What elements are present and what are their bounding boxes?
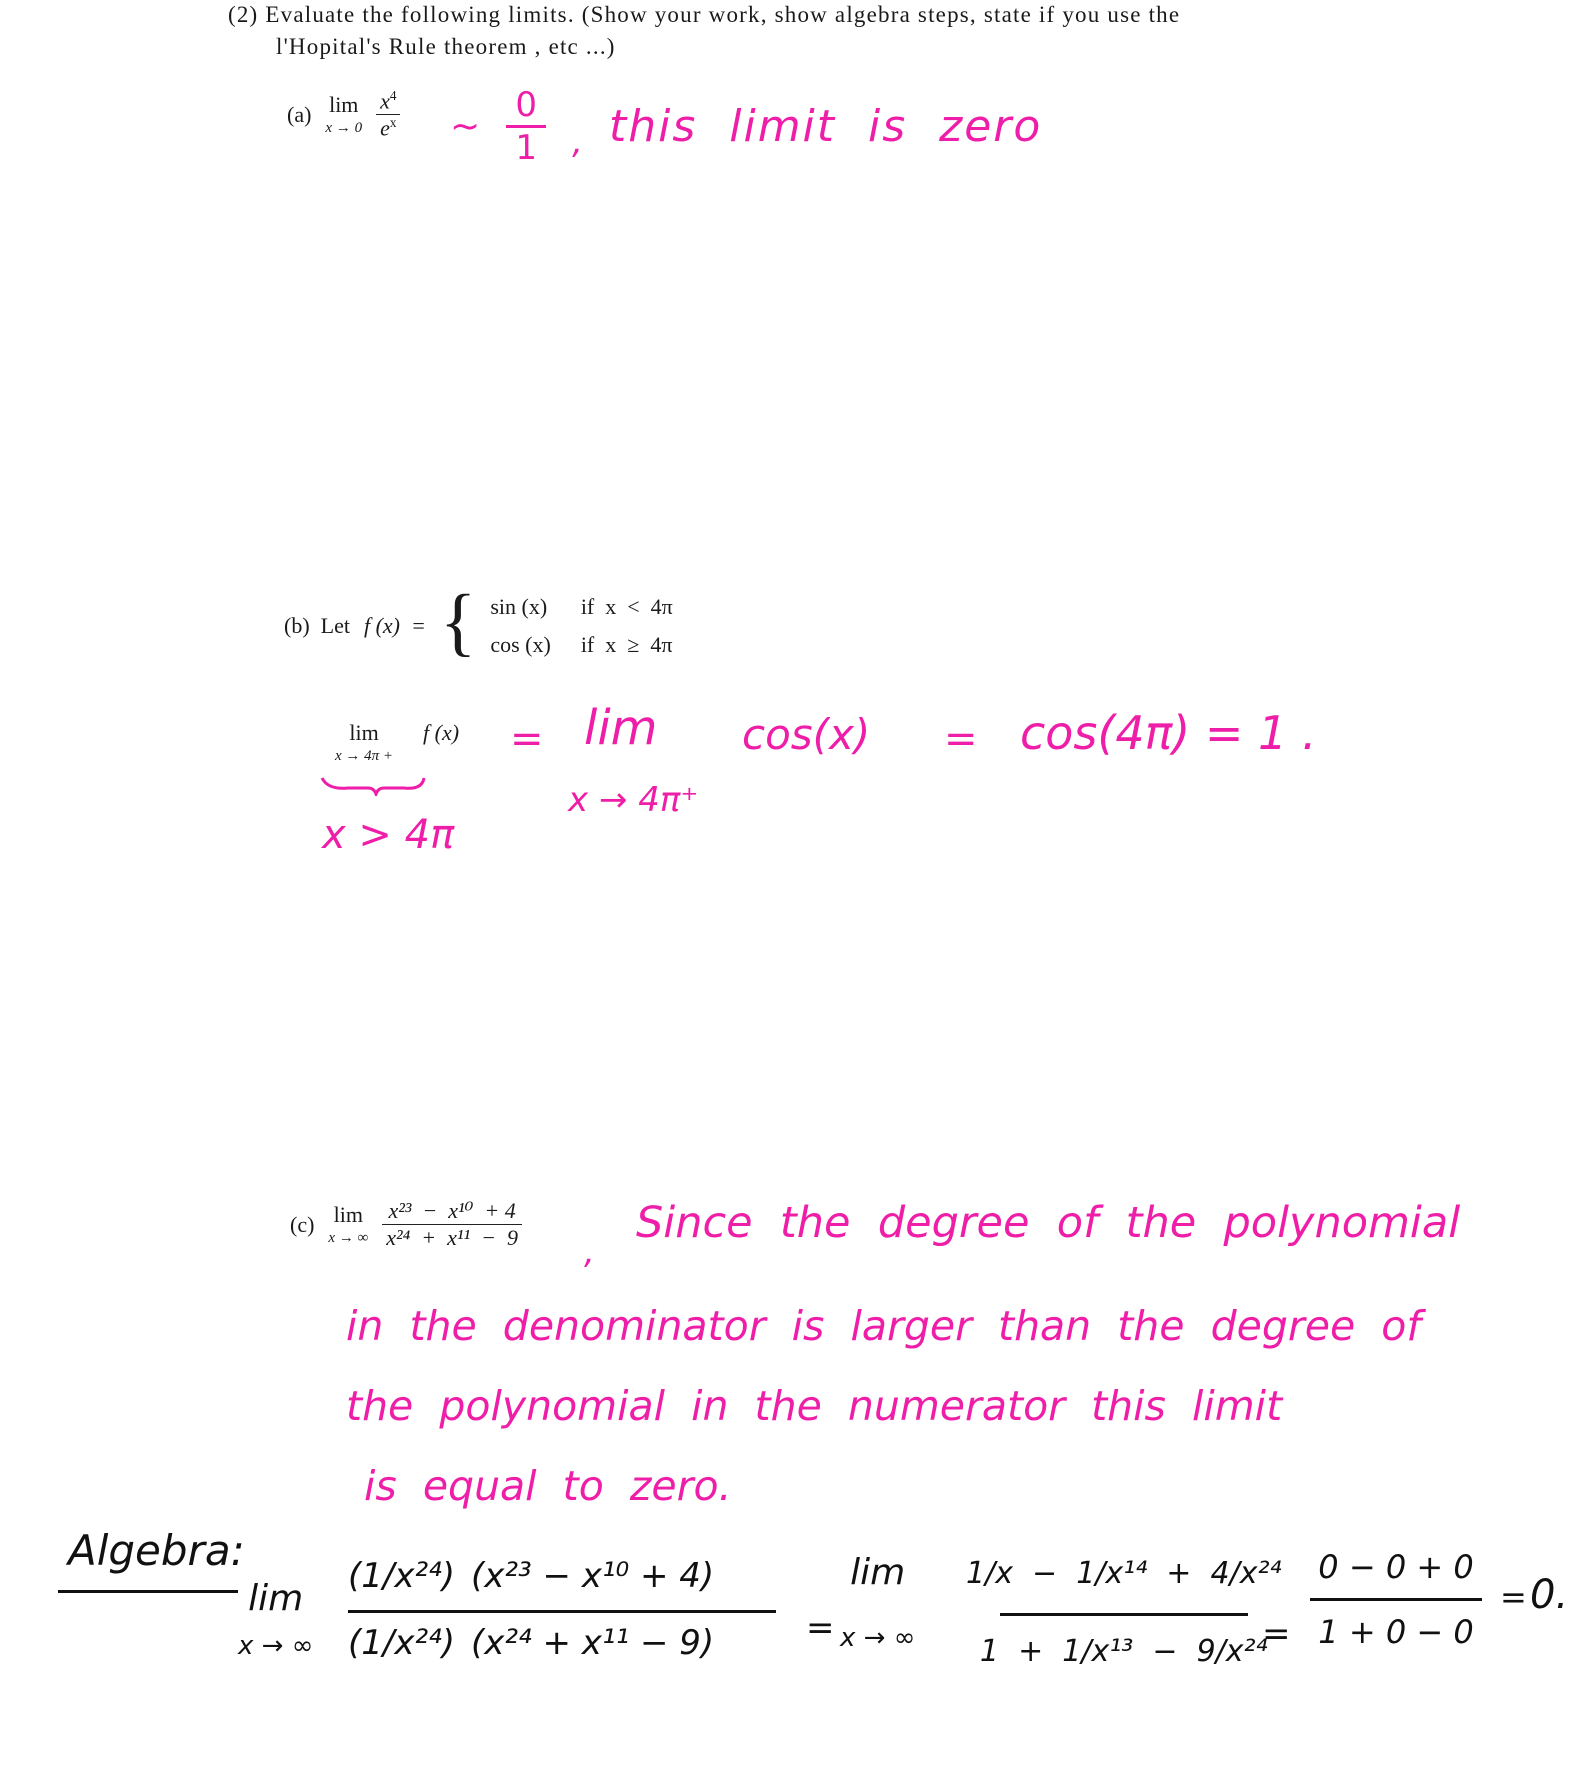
part-a-limit: lim x → 0 <box>325 92 363 137</box>
hw-eq-1: = <box>510 716 544 762</box>
part-c-question: (c) lim x → ∞ $\frac{\text{x²³ − x¹⁰ + 4}}{\text{x²⁴ + x¹¹ − 9}}$ <box>290 1198 522 1251</box>
hw-c-comma: , <box>584 1232 595 1272</box>
piecewise-cases <box>490 594 672 658</box>
step2-denominator: 1 + 1/x¹³ − 9/x²⁴ <box>979 1634 1268 1669</box>
step1-denominator: (1/x²⁴) (x²⁴ + x¹¹ − 9) <box>348 1623 715 1663</box>
part-c-fraction: $\frac{\text{x²³ − x¹⁰ + 4}}{\text{x²⁴ + x¹¹ − 9}}$ <box>382 1198 522 1251</box>
hw-tilde: ~ <box>450 106 481 147</box>
header-line-2: l'Hopital's Rule theorem , etc ...) <box>276 34 616 59</box>
algebra-step-3 <box>1310 1548 1482 1651</box>
algebra-eq-2: = <box>1262 1614 1291 1654</box>
part-c-label: (c) <box>290 1211 315 1237</box>
step3-numerator: 0 − 0 + 0 <box>1318 1548 1474 1586</box>
hw-eq-2: = <box>944 716 978 762</box>
underbrace-icon <box>318 772 428 796</box>
part-a-handwritten-answer <box>450 85 1042 168</box>
part-b-label: (b) Let <box>284 613 350 638</box>
step1-numerator: (1/x²⁴) (x²³ − x¹⁰ + 4) <box>348 1556 715 1596</box>
algebra-heading-underline <box>58 1590 238 1593</box>
problem-header <box>228 2 1180 60</box>
part-b-lim-f: f (x) <box>423 720 460 745</box>
hw-comma: , <box>572 121 583 162</box>
case-1-expr: sin (x) <box>490 594 548 619</box>
algebra-step-2 <box>966 1556 1282 1669</box>
hw-c-line-2: in the denominator is larger than the degree of <box>346 1302 1421 1350</box>
part-b-limit: lim x → 4π + f (x) <box>335 720 460 764</box>
algebra-eq-1: = <box>806 1608 835 1648</box>
part-b-fx: f (x) = <box>363 613 426 638</box>
step3-fraction-bar <box>1310 1598 1482 1601</box>
part-a-label: (a) <box>287 101 312 127</box>
part-a-fraction: $\frac{x^4}{e^x}$ <box>376 88 400 142</box>
algebra-lim-2: lim x → ∞ <box>840 1552 916 1653</box>
step2-fraction-bar <box>1000 1613 1248 1616</box>
step3-denominator: 1 + 0 − 0 <box>1318 1613 1474 1651</box>
hw-condition: x > 4π <box>322 812 455 858</box>
hw-lim-sub: x → 4π⁺ <box>568 780 699 820</box>
case-2-expr: cos (x) <box>490 632 551 657</box>
part-b-definition <box>284 580 673 664</box>
hw-c-line-4: is equal to zero. <box>364 1462 732 1510</box>
algebra-lim: lim x → ∞ <box>238 1578 314 1661</box>
algebra-heading: Algebra: <box>68 1526 245 1575</box>
hw-lim: lim <box>584 700 658 756</box>
step2-numerator: 1/x − 1/x¹⁴ + 4/x²⁴ <box>966 1556 1282 1591</box>
hw-c-line-1: Since the degree of the polynomial <box>636 1198 1461 1248</box>
step1-fraction-bar <box>348 1610 776 1613</box>
algebra-step-1 <box>348 1556 776 1663</box>
left-brace: { <box>439 580 477 664</box>
case-2-cond: if x ≥ 4π <box>580 632 673 657</box>
header-line-1: (2) Evaluate the following limits. (Show your work, show algebra steps, state if you use the <box>228 2 1181 27</box>
algebra-result: 0. <box>1530 1572 1569 1618</box>
hw-c-line-3: the polynomial in the numerator this limit <box>346 1382 1283 1430</box>
case-1-cond: if x < 4π <box>580 594 673 619</box>
part-a-question <box>287 88 400 142</box>
hw-fraction-0-over-1: $\frac{0}{1}$ <box>506 85 546 168</box>
algebra-eq-3: = <box>1500 1578 1527 1616</box>
hw-this-limit-is-zero: this limit is zero <box>608 101 1043 152</box>
hw-cos-x: cos(x) <box>742 710 871 759</box>
hw-result: cos(4π) = 1 . <box>1020 706 1317 760</box>
